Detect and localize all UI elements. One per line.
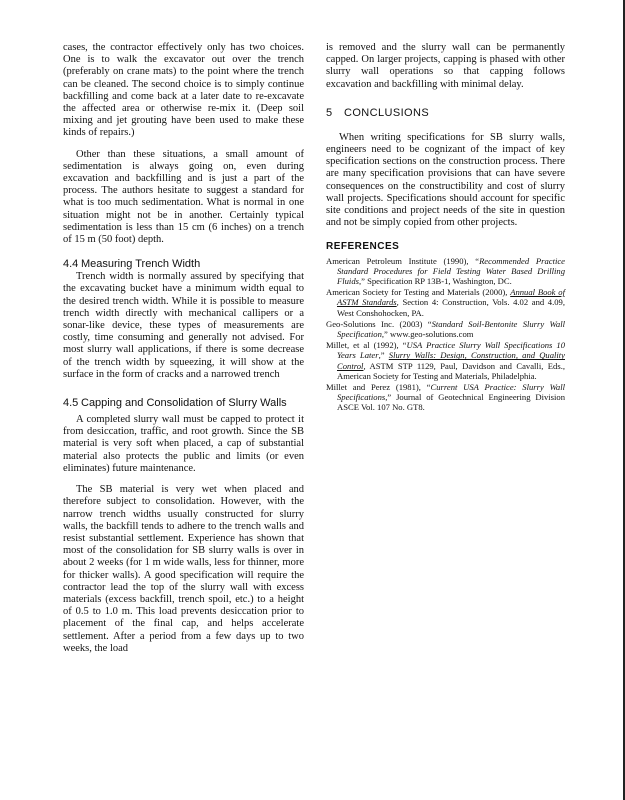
reference-item: Millet and Perez (1981), “Current USA Practice: Slurry Wall Specifications,” Journal of Geotechnical Engineering Division ASCE Vol. 107 No. GT8. [326,382,566,413]
paragraph-consolidation: The SB material is very wet when placed and therefore subject to consolidation. However, with the narrow trench widths usually constructed for slurry walls, the backfill tends to adhere to the trench walls and resist substantial settlement. Experience has shown that most of the consolidation for SB slurry walls is over in about 2 weeks (for 1 m wide walls, less for thinner, more for thicker walls). A good specification will require the contractor lead the top of the slurry wall with excess materials (excess backfill, trench spoil, etc.) to a height of 0.5 to 1.0 m. This load prevents desiccation prior to placement of the final cap, and helps accelerate settlement. After a period from a few days up to two weeks, the load [63,484,304,654]
paragraph-choices: cases, the contractor effectively only has two choices. One is to walk the excavator out over the trench (preferably on crane mats) to the point where the trench can be cleaned. The second choice is to simply continue backfilling and come back at a later date to re-excavate the affected area or otherwise re-mix it. (Deep soil mixing and jet grouting have been used to make these kinds of repairs.) [63,42,304,139]
paragraph-conclusions: When writing specifications for SB slurry walls, engineers need to be cognizant of the impact of key specification sections on the construction process. There are many specification provisions that can have severe consequences on the constructibility and cost of slurry wall projects. Specifications should account for specific site conditions and project needs of the site in question and not be simply copied from other projects. [326,131,565,229]
paragraph-trench-width: Trench width is normally assured by specifying that the excavating bucket have a minimum width equal to the desired trench width. While it is possible to measure trench width directly with mechanical callipers or a sonar-like device, these types of measurements are costly, time consuming and generally not advised. For most slurry wall applications, if there is some decrease of the trench width by squeezing, it will show at the surface in the form of cracks and a narrowed trench [63,271,304,380]
reference-item: American Petroleum Institute (1990), “Recommended Practice Standard Procedures for Field Testing Water Based Drilling Fluids,” Specification RP 13B-1, Washington, DC. [326,255,565,287]
paragraph-capping-continued: is removed and the slurry wall can be permanently capped. On larger projects, capping is phased with other slurry wall operations so that capping follows excavation and backfilling with minimal delay. [326,42,565,90]
references-heading: REFERENCES [326,241,400,253]
reference-item: Geo-Solutions Inc. (2003) “Standard Soil-Bentonite Slurry Wall Specification,” www.geo-solutions.com [326,318,565,340]
paragraph-sedimentation: Other than these situations, a small amount of sedimentation is always going on, even during excavation and backfilling and is just a part of the process. The authors hesitate to suggest a standard for what is too much sedimentation. What is normal in one situation might not be in another. Certainly typical sedimentation is less than 15 cm (6 inches) on a trench of 15 m (50 foot) depth. [63,148,304,246]
reference-item: Millet, et al (1992), “USA Practice Slurry Wall Specifications 10 Years Later,” Slurry Walls: Design, Construction, and Quality Control, ASTM STP 1129, Paul, Davidson and Cavalli, Eds., American Society for Testing and Materials, Philadelphia. [326,340,565,381]
section-heading-5: 5 CONCLUSIONS [326,106,430,119]
paragraph-capping: A completed slurry wall must be capped to protect it from desiccation, traffic, and root growth. Since the SB material is very soft when placed, a cap of substantial material also protects the public and limits (or even eliminates) future maintenance. [63,414,304,474]
left-column [63,42,304,655]
section-heading-4-5: 4.5 Capping and Consolidation of Slurry Walls [63,397,287,410]
reference-item: American Society for Testing and Materials (2000), Annual Book of ASTM Standards, Section 4: Construction, Vols. 4.02 and 4.09, West Conshohocken, PA. [326,287,565,318]
right-column [326,42,565,414]
section-heading-4-4: 4.4 Measuring Trench Width [63,258,201,271]
